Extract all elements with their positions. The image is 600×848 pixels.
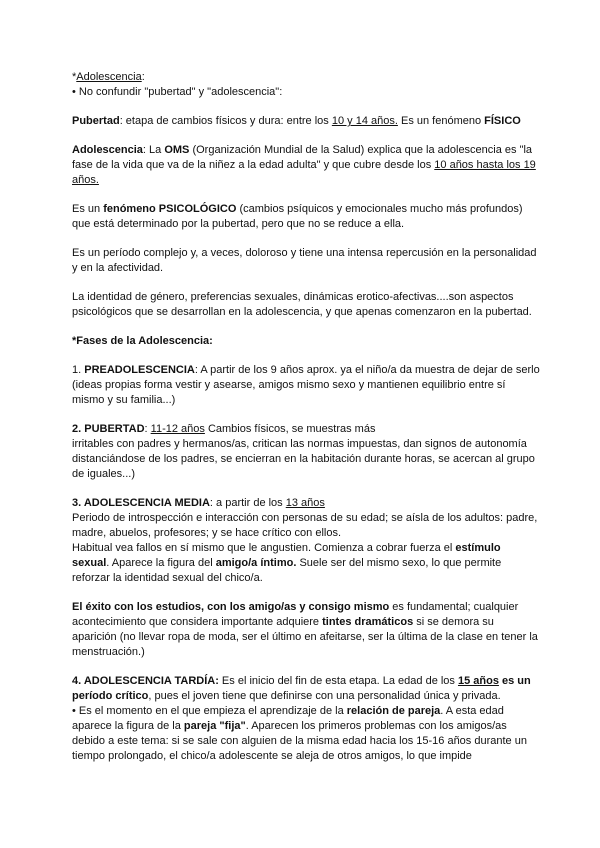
oms-acronym: OMS bbox=[164, 144, 190, 156]
fases-title: *Fases de la Adolescencia: bbox=[72, 335, 213, 347]
fase-3-name: 3. ADOLESCENCIA MEDIA bbox=[72, 497, 210, 509]
fase-3-line-3b: . Aparece la figura del bbox=[106, 557, 216, 569]
paragraph-adolescencia-def bbox=[72, 143, 540, 188]
fase-3-estimulo: estímulo sexual bbox=[72, 542, 501, 569]
pubertad-text-2: Es un fenómeno bbox=[397, 115, 485, 127]
fase-4-adolescencia-tardia bbox=[72, 674, 540, 764]
paragraph-periodo: Es un período complejo y, a veces, doloroso y tiene una intensa repercusión en la personalidad y en la afectividad. bbox=[72, 247, 537, 274]
exito-bold: El éxito con los estudios, con los amigo/as y consigo mismo bbox=[72, 601, 390, 613]
section-title bbox=[72, 70, 540, 85]
paragraph-identidad: La identidad de género, preferencias sexuales, dinámicas erotico-afectivas....son aspectos psicológicos que se desarrollan en la adolescencia, y que apenas comenzaron en la pubertad. bbox=[72, 291, 532, 318]
title-text: Adolescencia bbox=[76, 71, 142, 83]
adolescencia-text-1: : La bbox=[142, 144, 165, 156]
fase-1-preadolescencia bbox=[72, 363, 540, 408]
fase-4-age: 15 años bbox=[457, 675, 499, 687]
exito-tintes: tintes dramáticos bbox=[322, 616, 414, 628]
fase-2-name: 2. PUBERTAD bbox=[72, 423, 145, 435]
adolescencia-text-2: (Organización Mundial de la Salud) explica que la adolescencia es "la fase de la vida que va de la niñez a la edad adulta" y que cubre desde los bbox=[72, 144, 533, 171]
fase-2-range: 11-12 años bbox=[150, 423, 205, 435]
fase-4-pareja: pareja "fija" bbox=[183, 720, 246, 732]
fase-1-number: 1. bbox=[72, 364, 85, 376]
fase-4-relacion: relación de pareja bbox=[346, 705, 441, 717]
psico-bold: fenómeno PSICOLÓGICO bbox=[103, 203, 237, 215]
paragraph-exito bbox=[72, 600, 540, 660]
term-adolescencia: Adolescencia bbox=[72, 144, 143, 156]
pubertad-range: 10 y 14 años. bbox=[331, 115, 398, 127]
fase-4-bullet bbox=[72, 704, 540, 764]
fase-3-text-1: : a partir de los bbox=[209, 497, 286, 509]
fase-2-colon: : bbox=[144, 423, 151, 435]
fase-3-line-3c: Suele ser del mismo sexo, lo que permite reforzar la identidad sexual del chico/a. bbox=[72, 557, 502, 584]
fase-2-pubertad bbox=[72, 422, 540, 482]
fase-3-amigo: amigo/a íntimo. bbox=[215, 557, 297, 569]
bullet-pubertad-vs-adolescencia: • No confundir "pubertad" y "adolescencia": bbox=[72, 86, 283, 98]
psico-text-1: Es un bbox=[72, 203, 104, 215]
document-page bbox=[72, 70, 540, 778]
paragraph-psicologico bbox=[72, 202, 540, 232]
adolescencia-range: 10 años hasta los 19 años. bbox=[72, 159, 536, 186]
fase-4-b3: . Aparecen los primeros problemas con los amigos/as debido a este tema: si se sale con alguien de la misma edad hacia los 15-16 años durante un tiempo prolongado, el chico/a adolescente se aleja de otros amigos, lo que impide bbox=[72, 720, 527, 762]
fase-4-text-2: , pues el joven tiene que definirse con una personalidad única y privada. bbox=[148, 690, 501, 702]
pubertad-fisico: FÍSICO bbox=[484, 115, 521, 127]
fase-2-text-2: irritables con padres y hermanos/as, critican las normas impuestas, dan signos de autonomía distanciándose de los padres, se encierran en la habitación durante horas, se acercan al grupo de iguales...) bbox=[72, 438, 535, 480]
fase-4-b1: • Es el momento en el que empieza el aprendizaje de la bbox=[72, 705, 347, 717]
exito-text-2: si se demora su aparición (no llevar ropa de moda, ser el último en afeitarse, ser la última de la clase en tener la menstruación.) bbox=[72, 616, 538, 658]
fase-4-b2: . A esta edad aparece la figura de la bbox=[72, 705, 504, 732]
title-colon: : bbox=[141, 71, 145, 83]
fase-1-text: : A partir de los 9 años aprox. ya el niño/a da muestra de dejar de serlo (ideas propias forma vestir y asearse, amigos mismo sexo y mantienen equilibrio entre sí mismo y su familia...) bbox=[72, 364, 540, 406]
psico-text-2: (cambios psíquicos y emocionales mucho más profundos) que está determinado por la pubertad, pero que no se reduce a ella. bbox=[72, 203, 523, 230]
pubertad-text-1: : etapa de cambios físicos y dura: entre los bbox=[119, 115, 332, 127]
fase-1-name: PREADOLESCENCIA bbox=[84, 364, 195, 376]
title-prefix: * bbox=[72, 71, 77, 83]
fase-2-text-1: Cambios físicos, se muestras más bbox=[204, 423, 376, 435]
fase-4-text-1: Es el inicio del fin de esta etapa. La edad de los bbox=[218, 675, 458, 687]
fase-3-adolescencia-media bbox=[72, 496, 540, 586]
exito-text-1: es fundamental; cualquier acontecimiento que considera importante adquiere bbox=[72, 601, 519, 628]
fase-3-age: 13 años bbox=[285, 497, 325, 509]
fases-heading bbox=[72, 334, 540, 349]
term-pubertad: Pubertad bbox=[72, 115, 120, 127]
fase-3-line-2: Periodo de introspección e interacción con personas de su edad; se aísla de los adultos: padre, madre, abuelos, profesores; y se hace crítico con ellos. bbox=[72, 512, 538, 539]
paragraph-pubertad bbox=[72, 114, 540, 129]
fase-4-name: 4. ADOLESCENCIA TARDÍA: bbox=[72, 675, 219, 687]
fase-3-line-3a: Habitual vea fallos en sí mismo que le angustien. Comienza a cobrar fuerza el bbox=[72, 542, 456, 554]
fase-4-bold-2: es un período crítico bbox=[72, 675, 531, 702]
